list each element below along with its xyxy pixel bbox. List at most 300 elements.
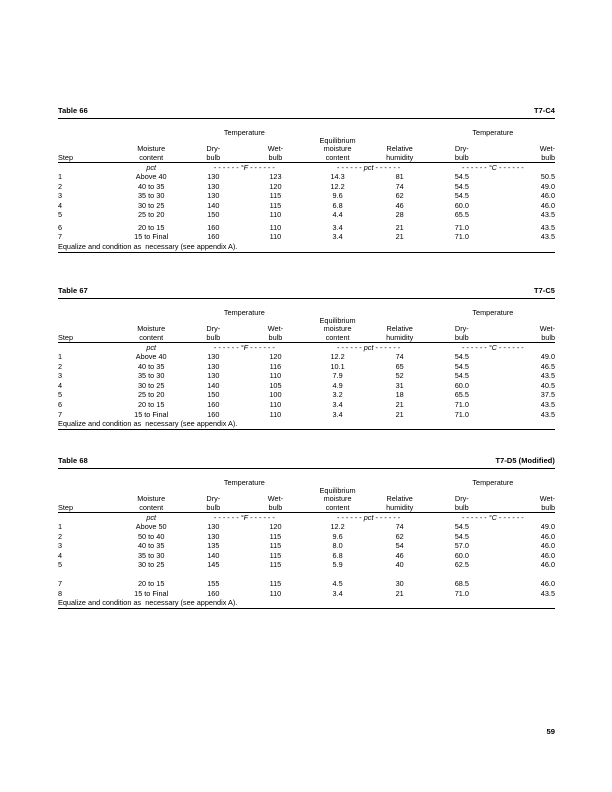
cell-dry-bulb-c: 54.5 [454,361,469,371]
cell-wet-bulb-f: 105 [269,380,282,390]
header-temperature-f: Temperature [223,127,265,137]
header-dry-bulb-f-line: Dry- [206,324,221,334]
header-equilibrium-moisture-content-line: content [325,332,350,342]
table-footnote: Equalize and condition as necessary (see appendix A). [58,241,238,251]
cell-relative-humidity: 21 [395,222,404,232]
cell-step: 5 [58,210,63,220]
header-spacer-row [58,299,555,308]
unit-celsius [431,343,555,352]
cell-relative-humidity: 40 [395,560,404,570]
header-span-row [58,308,555,317]
table-block-67 [58,286,555,430]
header-dry-bulb-f [182,317,244,343]
cell-step: 7 [58,232,63,242]
header-wet-bulb-f [244,317,306,343]
unit-fahrenheit-dashes-left: - - - - - - [213,513,241,523]
header-temperature-c: Temperature [472,307,514,317]
cell-moisture-content: 35 to 30 [138,550,165,560]
cell-step: 8 [58,588,63,598]
cell-equilibrium-moisture-content: 10.1 [330,361,345,371]
cell-equilibrium-moisture-content: 5.9 [332,560,343,570]
cell-equilibrium-moisture-content: 14.3 [330,172,345,182]
cell-relative-humidity: 31 [395,380,404,390]
cell-dry-bulb-c: 57.0 [454,541,469,551]
cell-equilibrium-moisture-content: 3.4 [332,232,343,242]
unit-pct-mid-symbol: pct [363,163,374,173]
header-step-line: Step [58,152,74,162]
header-spacer-row [58,119,555,128]
unit-row [58,513,555,522]
table-caption-row [58,286,555,298]
header-dry-bulb-f-line: bulb [206,332,221,342]
cell-moisture-content: 30 to 25 [138,380,165,390]
header-equilibrium-moisture-content [307,137,369,163]
header-dry-bulb-f-line: bulb [206,502,221,512]
unit-celsius-dashes-left: - - - - - - [462,163,489,173]
header-wet-bulb-c-line: Wet- [539,494,555,504]
cell-wet-bulb-c: 43.5 [540,400,555,410]
table-row [58,362,555,372]
data-table [58,469,555,609]
header-temperature-c: Temperature [472,127,514,137]
header-moisture-content [120,137,182,163]
cell-moisture-content: 20 to 15 [138,579,165,589]
page-number: 59 [546,727,555,736]
cell-step: 2 [58,531,63,541]
cell-moisture-content: Above 50 [135,522,167,532]
table-row [58,551,555,561]
header-row [58,137,555,163]
cell-step: 6 [58,400,63,410]
unit-fahrenheit [182,513,306,522]
cell-dry-bulb-f: 160 [207,232,220,242]
cell-moisture-content: 35 to 30 [138,191,165,201]
unit-celsius [431,163,555,172]
cell-moisture-content: 20 to 15 [138,400,165,410]
header-moisture-content-line: Moisture [137,324,166,334]
cell-wet-bulb-f: 110 [269,222,282,232]
header-dry-bulb-c-line: bulb [454,332,469,342]
unit-celsius [431,513,555,522]
header-relative-humidity-line: Relative [386,494,413,504]
cell-dry-bulb-c: 54.5 [454,191,469,201]
header-dry-bulb-f-line: Dry- [206,144,221,154]
table-row [58,232,555,242]
header-relative-humidity-line: Relative [386,324,413,334]
header-span-row [58,478,555,487]
cell-step: 3 [58,371,63,381]
cell-dry-bulb-f: 160 [207,588,220,598]
table-bottom-rule [58,429,555,430]
header-wet-bulb-c-line: Wet- [539,144,555,154]
header-equilibrium-moisture-content [307,317,369,343]
table-row [58,172,555,182]
cell-step: 2 [58,181,63,191]
cell-dry-bulb-f: 160 [207,409,220,419]
cell-wet-bulb-f: 115 [269,531,282,541]
header-relative-humidity-line: humidity [386,152,414,162]
cell-wet-bulb-f: 116 [269,361,282,371]
cell-equilibrium-moisture-content: 4.5 [332,579,343,589]
table-row [58,410,555,420]
cell-step: 1 [58,352,63,362]
table-row [58,191,555,201]
cell-relative-humidity: 74 [395,352,404,362]
cell-wet-bulb-c: 43.5 [540,588,555,598]
unit-celsius-dashes-left: - - - - - - [462,343,489,353]
cell-relative-humidity: 28 [395,210,404,220]
unit-fahrenheit-dashes-right: - - - - - - [248,513,275,523]
cell-relative-humidity: 21 [395,232,404,242]
cell-dry-bulb-f: 160 [207,400,220,410]
table-row [58,579,555,589]
cell-step: 4 [58,550,63,560]
header-moisture-content-line: content [139,332,164,342]
header-equilibrium-moisture-content-line: moisture [323,324,352,334]
header-wet-bulb-f [244,137,306,163]
unit-pct-mid-dashes-left: - - - - - - [337,163,364,173]
cell-dry-bulb-c: 54.5 [454,352,469,362]
unit-pct-mid-dashes-left: - - - - - - [337,513,364,523]
cell-moisture-content: 30 to 25 [138,200,165,210]
cell-dry-bulb-c: 68.5 [454,579,469,589]
header-moisture-content-line: content [139,152,164,162]
table-row [58,400,555,410]
header-moisture-content [120,317,182,343]
cell-moisture-content: 30 to 25 [138,560,165,570]
cell-wet-bulb-f: 120 [269,352,282,362]
cell-dry-bulb-f: 135 [207,541,220,551]
header-span-row [58,128,555,137]
unit-step-blank [58,343,120,352]
unit-row [58,343,555,352]
cell-relative-humidity: 54 [395,541,404,551]
cell-step: 3 [58,541,63,551]
cell-wet-bulb-f: 115 [269,200,282,210]
header-wet-bulb-c-line: bulb [541,502,555,512]
table-row [58,390,555,400]
cell-dry-bulb-f: 130 [207,531,220,541]
unit-celsius-symbol: °C [488,513,497,523]
header-row [58,487,555,513]
cell-step: 3 [58,191,63,201]
table-footnote: Equalize and condition as necessary (see appendix A). [58,598,238,608]
unit-fahrenheit-symbol: °F [240,343,249,353]
cell-equilibrium-moisture-content: 9.6 [332,191,343,201]
header-step [58,487,120,513]
cell-wet-bulb-f: 115 [269,560,282,570]
header-dry-bulb-c-line: Dry- [454,324,469,334]
cell-wet-bulb-c: 49.0 [540,522,555,532]
cell-equilibrium-moisture-content: 3.4 [332,588,343,598]
cell-equilibrium-moisture-content: 9.6 [332,531,343,541]
table-row [58,589,555,599]
cell-moisture-content: 40 to 35 [138,181,165,191]
header-dry-bulb-c [431,137,493,163]
table-row [58,220,555,232]
header-wet-bulb-c-line: bulb [541,152,555,162]
header-dry-bulb-f [182,487,244,513]
cell-dry-bulb-c: 65.5 [454,210,469,220]
header-relative-humidity-line: humidity [386,332,414,342]
cell-equilibrium-moisture-content: 8.0 [332,541,343,551]
header-equilibrium-moisture-content-line: Equilibrium [319,485,356,495]
unit-pct-mid [307,343,431,352]
header-temperature-c: Temperature [472,477,514,487]
cell-dry-bulb-c: 54.5 [454,371,469,381]
unit-celsius-symbol: °C [488,163,497,173]
cell-dry-bulb-c: 60.0 [454,550,469,560]
unit-step-blank [58,163,120,172]
cell-moisture-content: 15 to Final [134,409,169,419]
header-wet-bulb-c [493,317,555,343]
cell-dry-bulb-f: 155 [207,579,220,589]
header-equilibrium-moisture-content-line: Equilibrium [319,135,356,145]
table-code: T7-C4 [533,106,555,115]
cell-dry-bulb-f: 140 [207,200,220,210]
unit-fahrenheit-dashes-left: - - - - - - [213,163,241,173]
cell-equilibrium-moisture-content: 3.4 [332,409,343,419]
cell-dry-bulb-c: 54.5 [454,522,469,532]
table-row [58,182,555,192]
header-wet-bulb-f-line: Wet- [267,144,284,154]
header-equilibrium-moisture-content [307,487,369,513]
header-step [58,137,120,163]
cell-dry-bulb-c: 71.0 [454,588,469,598]
table-row-blank [58,570,555,579]
cell-wet-bulb-c: 46.0 [540,560,555,570]
header-equilibrium-moisture-content-line: content [325,152,350,162]
cell-dry-bulb-f: 130 [207,352,220,362]
cell-wet-bulb-f: 115 [269,579,282,589]
cell-wet-bulb-f: 115 [269,541,282,551]
header-relative-humidity-line: Relative [386,144,413,154]
header-relative-humidity [369,137,431,163]
cell-relative-humidity: 46 [395,200,404,210]
header-dry-bulb-c [431,487,493,513]
table-block-66 [58,106,555,253]
table-caption: Table 66 [58,106,88,115]
table-row [58,201,555,211]
header-wet-bulb-f-line: bulb [268,152,283,162]
table-row [58,541,555,551]
header-temperature-f: Temperature [223,477,265,487]
cell-relative-humidity: 81 [395,172,404,182]
header-moisture-content-line: Moisture [137,494,166,504]
unit-fahrenheit [182,343,306,352]
cell-moisture-content: 20 to 15 [138,222,165,232]
cell-equilibrium-moisture-content: 4.4 [332,210,343,220]
cell-dry-bulb-c: 54.5 [454,172,469,182]
cell-relative-humidity: 30 [395,579,404,589]
cell-wet-bulb-c: 49.0 [540,181,555,191]
cell-equilibrium-moisture-content: 3.4 [332,222,343,232]
cell-moisture-content: 25 to 20 [138,210,165,220]
cell-wet-bulb-f: 100 [269,390,282,400]
cell-wet-bulb-f: 110 [269,210,282,220]
cell-step: 2 [58,361,63,371]
unit-fahrenheit-symbol: °F [240,513,249,523]
cell-dry-bulb-f: 130 [207,361,220,371]
cell-equilibrium-moisture-content: 7.9 [332,371,343,381]
header-equilibrium-moisture-content-line: Equilibrium [319,315,356,325]
cell-moisture-content: 25 to 20 [138,390,165,400]
header-wet-bulb-f-line: bulb [268,502,283,512]
cell-wet-bulb-c: 46.0 [540,550,555,560]
cell-wet-bulb-c: 43.5 [540,232,555,242]
cell-equilibrium-moisture-content: 6.8 [332,550,343,560]
cell-wet-bulb-c: 46.0 [540,541,555,551]
unit-pct: pct [146,513,157,523]
unit-pct-mid [307,163,431,172]
unit-fahrenheit-dashes-left: - - - - - - [213,343,241,353]
cell-step: 4 [58,200,63,210]
footnote-row [58,598,555,608]
data-table [58,119,555,252]
table-caption-row [58,106,555,118]
table-caption: Table 67 [58,286,88,295]
header-dry-bulb-f-line: bulb [206,152,221,162]
table-row [58,522,555,532]
cell-relative-humidity: 62 [395,531,404,541]
header-moisture-content-line: Moisture [137,144,166,154]
header-dry-bulb-c [431,317,493,343]
cell-step: 1 [58,172,63,182]
cell-wet-bulb-f: 120 [269,181,282,191]
cell-equilibrium-moisture-content: 3.4 [332,400,343,410]
cell-moisture-content: Above 40 [135,352,167,362]
cell-wet-bulb-c: 46.0 [540,531,555,541]
header-equilibrium-moisture-content-line: content [325,502,350,512]
cell-step: 7 [58,409,63,419]
cell-step: 5 [58,560,63,570]
unit-fahrenheit-symbol: °F [240,163,249,173]
unit-pct: pct [146,163,157,173]
cell-relative-humidity: 21 [395,588,404,598]
header-wet-bulb-f-line: Wet- [267,494,284,504]
cell-wet-bulb-c: 46.0 [540,579,555,589]
cell-equilibrium-moisture-content: 4.9 [332,380,343,390]
unit-celsius-dashes-right: - - - - - - [496,163,524,173]
cell-wet-bulb-c: 43.5 [540,210,555,220]
cell-dry-bulb-c: 65.5 [454,390,469,400]
header-wet-bulb-c [493,487,555,513]
cell-wet-bulb-f: 110 [269,400,282,410]
header-relative-humidity-line: humidity [386,502,414,512]
cell-moisture-content: 35 to 30 [138,371,165,381]
cell-wet-bulb-f: 115 [269,550,282,560]
cell-step: 4 [58,380,63,390]
header-wet-bulb-c [493,137,555,163]
header-step [58,317,120,343]
unit-celsius-symbol: °C [488,343,497,353]
unit-fahrenheit-dashes-right: - - - - - - [248,163,275,173]
header-wet-bulb-c-line: bulb [541,332,555,342]
cell-wet-bulb-f: 120 [269,522,282,532]
cell-moisture-content: Above 40 [135,172,167,182]
data-table [58,299,555,430]
cell-dry-bulb-f: 145 [207,560,220,570]
cell-wet-bulb-f: 110 [269,588,282,598]
cell-wet-bulb-c: 46.5 [540,361,555,371]
cell-wet-bulb-c: 46.0 [540,191,555,201]
cell-dry-bulb-c: 54.5 [454,181,469,191]
cell-step: 6 [58,222,63,232]
header-moisture-content-line: content [139,502,164,512]
cell-moisture-content: 15 to Final [134,588,169,598]
cell-wet-bulb-c: 43.5 [540,371,555,381]
unit-row [58,163,555,172]
cell-dry-bulb-f: 130 [207,172,220,182]
table-row [58,381,555,391]
cell-equilibrium-moisture-content: 3.2 [332,390,343,400]
unit-celsius-dashes-left: - - - - - - [462,513,489,523]
cell-moisture-content: 15 to Final [134,232,169,242]
cell-relative-humidity: 21 [395,400,404,410]
header-dry-bulb-f-line: Dry- [206,494,221,504]
unit-pct-mid-dashes-right: - - - - - - [373,513,401,523]
cell-wet-bulb-f: 115 [269,191,282,201]
cell-relative-humidity: 18 [395,390,404,400]
cell-wet-bulb-c: 43.5 [540,222,555,232]
cell-dry-bulb-f: 160 [207,222,220,232]
cell-wet-bulb-f: 110 [269,371,282,381]
unit-celsius-dashes-right: - - - - - - [496,513,524,523]
header-dry-bulb-c-line: Dry- [454,494,469,504]
cell-dry-bulb-f: 140 [207,380,220,390]
cell-dry-bulb-c: 60.0 [454,380,469,390]
header-wet-bulb-f-line: bulb [268,332,283,342]
unit-pct-mid-dashes-left: - - - - - - [337,343,364,353]
cell-relative-humidity: 46 [395,550,404,560]
table-code: T7-C5 [533,286,555,295]
unit-pct: pct [146,343,157,353]
cell-step: 7 [58,579,63,589]
header-wet-bulb-f [244,487,306,513]
unit-pct-mid-dashes-right: - - - - - - [373,163,401,173]
cell-wet-bulb-c: 50.5 [540,172,555,182]
header-moisture-content [120,487,182,513]
header-step-line: Step [58,502,74,512]
header-relative-humidity [369,487,431,513]
cell-dry-bulb-c: 62.5 [454,560,469,570]
cell-equilibrium-moisture-content: 12.2 [330,181,345,191]
header-wet-bulb-f-line: Wet- [267,324,284,334]
unit-pct-mid-symbol: pct [363,513,374,523]
header-temperature-f: Temperature [223,307,265,317]
footnote-row [58,242,555,252]
table-code: T7-D5 (Modified) [495,456,555,465]
cell-wet-bulb-c: 40.5 [540,380,555,390]
cell-equilibrium-moisture-content: 12.2 [330,522,345,532]
cell-step: 1 [58,522,63,532]
cell-dry-bulb-c: 54.5 [454,531,469,541]
cell-wet-bulb-c: 37.5 [540,390,555,400]
header-dry-bulb-c-line: bulb [454,152,469,162]
cell-wet-bulb-c: 49.0 [540,352,555,362]
header-step-line: Step [58,332,74,342]
cell-equilibrium-moisture-content: 12.2 [330,352,345,362]
header-dry-bulb-c-line: Dry- [454,144,469,154]
cell-wet-bulb-f: 123 [269,172,282,182]
cell-relative-humidity: 74 [395,522,404,532]
table-row [58,210,555,220]
table-caption-row [58,456,555,468]
cell-dry-bulb-f: 140 [207,550,220,560]
cell-wet-bulb-c: 43.5 [540,409,555,419]
cell-dry-bulb-f: 130 [207,522,220,532]
cell-relative-humidity: 65 [395,361,404,371]
